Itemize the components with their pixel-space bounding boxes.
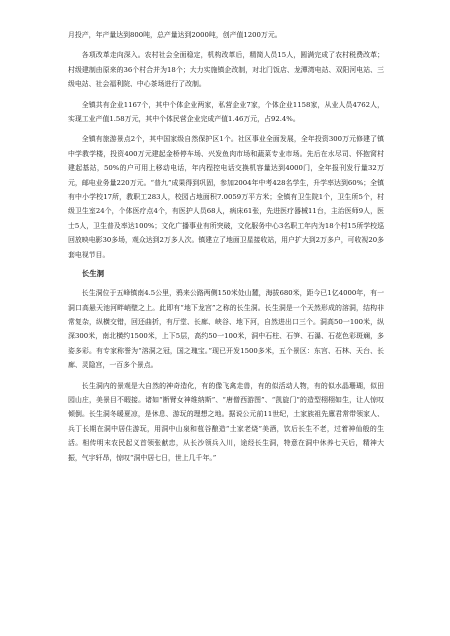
paragraph-production: 月投产，年产量达到800吨，总产量达到2000吨，创产值1200万元。 [68,31,282,39]
paragraph-tourism-social: 全镇有旅游景点2个，其中国家级自然保护区1个。社区事业全面发展，全年投资300万元修建了镇中学教学楼，投资400万元建起金桥停车场、兴发鱼肉市场和蔬菜专业市场。先后在水尽司、怀抱窝村建起基站，50%的户可用上移动电话，年内程控电话交换机容量达到4000门，全年报刊发行量32万元，邮电业务量220万元。“普九”成果得到巩固，参加2004年中考428名学生，升学率达到60%；全镇有中小学校17所，教职工283人，校园占地面积7.0059万平方米；全镇有卫生院1个，卫生所5个，村级卫生室24个，个体医疗点4个，有医护人员68人，病床61张，先进医疗器械11台，主治医师9人，医士5人，卫生普及率达100%；文化广播事业有所突破，文化服务中心3名职工年内为18个村15所学校巡回放映电影30多场，观众达到2万多人次。镇建立了地面卫星接收站，用户扩大到2万多户，可收视20多套电视节目。 [68,135,384,259]
paragraph-cave-intro: 长生洞位于五峰镇南4.5公里，鸦来公路两侧150米处山麓，海拔680米，距今已1亿4000年，有一洞口高悬天池河畔峭壁之上。此即有“地下龙宫”之称的长生洞。长生洞是一个天然形成的溶洞，结构非常复杂，纵横交错，回还曲折，有厅堂、长廊、峡谷、地下河，自然进出口三个。洞高50一100米，纵深300米，南北横约1500米，上下5层，高约50一100米，洞中石柱、石笋、石瀑、石花色彩斑斓，多姿多彩。有专家称誉为“溶洞之冠，国之瑰宝。”现已开发1500多米，五个景区：东宫、石林、天台、长廊、灵隐宫，一百多个景点。 [68,289,384,370]
paragraph-enterprises: 全镇共有企业1167个，其中个体企业两家，私营企业7家，个体企业1158家，从业人员4762人，实现工业产值1.58万元，其中个体民营企业完成产值1.46万元，占92.4%。 [68,100,384,124]
paragraph-cave-legend: 长生洞内的景观是大自然的神奇造化，有的像飞禽走兽，有的似活动人物，有的似水晶珊瑚，似田园山庄，美景目不暇接。诸如“断臂女神维纳斯”、“唐僧西游图”、“凯旋门”的造型栩栩如生，让人惊叹倾倒。长生洞冬暖夏凉，是休息、游玩的理想之地。据说公元前11世纪，土家族祖先廪君常带领家人、兵丁长期在洞中居住游玩，用洞中山泉和苞谷酿造“土家老烧”美酒，饮后长生不老，过着神仙般的生活。相传明末农民起义首领张献忠，从长沙领兵入川，途经长生洞，特意在洞中休养七天后，精神大振，气宇轩昂，惊叹“洞中居七日，世上几千年。” [68,381,384,462]
document-page [68,28,384,471]
section-title: 长生洞 [81,269,104,279]
paragraph-reform: 各项改革走向深入。农村社会全面稳定，机构改革后，精简人员15人，圆满完成了农村税费改革；村级建制由原来的36个村合并为18个；大力实施镇企改制，对北门饭店、龙潭湾电站、双阳河电站、三级电站、社会福利院、中心茶场进行了改制。 [68,51,384,89]
